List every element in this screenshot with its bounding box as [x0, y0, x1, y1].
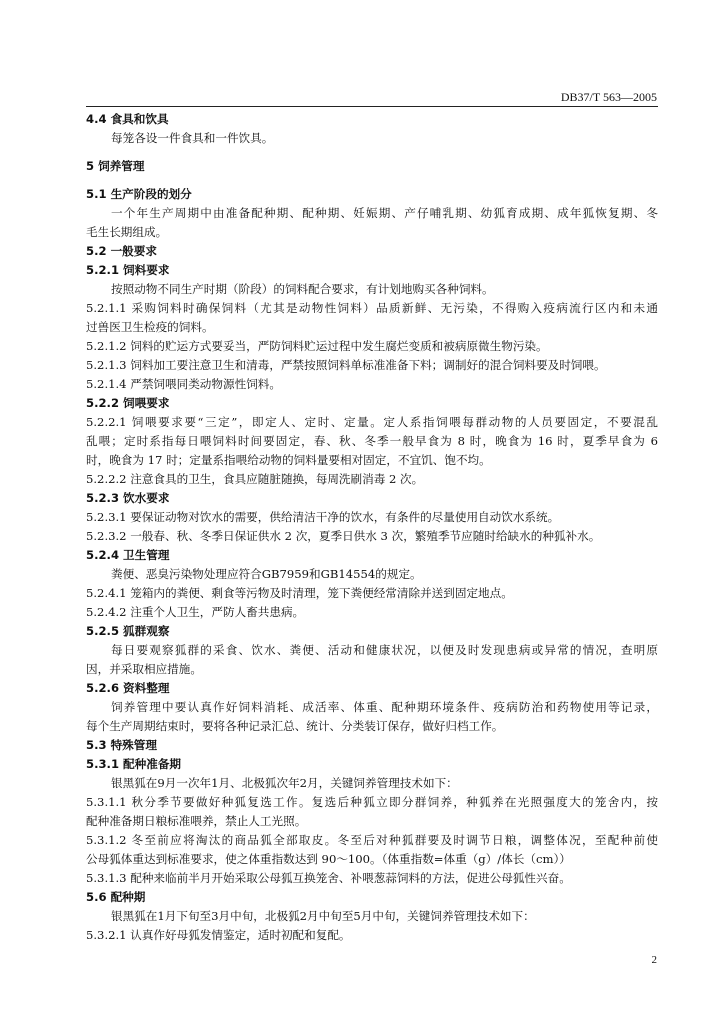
text-line: 每笼各设一件食具和一件饮具。 [111, 131, 274, 145]
text-line: 毛生长期组成。 [86, 225, 168, 239]
section-heading: 5 饲养管理 [86, 159, 145, 173]
text-line: 5.2.1.2 饲料的贮运方式要妥当，严防饲料贮运过程中发生腐烂变质和被病原微生物污染。 [86, 339, 548, 353]
document-code: DB37/T 563—2005 [560, 90, 657, 104]
text-line: 5.3.1.1 秋分季节要做好种狐复选工作。复选后种狐立即分群饲养，种狐养在光照强度大的笼舍内，按 [86, 795, 658, 809]
paragraph-gap [86, 148, 658, 157]
section-heading: 5.2.1 饲料要求 [86, 263, 170, 277]
section-heading: 5.2.3 饮水要求 [86, 491, 170, 505]
text-line: 因，并采取相应措施。 [86, 662, 202, 676]
text-line: 5.3.2.1 认真作好母狐发情鉴定，适时初配和复配。 [86, 928, 351, 942]
text-line: 5.3.1.3 配种来临前半月开始采取公母狐互换笼舍、补喂葱蒜饲料的方法，促进公母狐性兴奋。 [86, 871, 571, 885]
text-line: 银黑狐在9月一次年1月、北极狐次年2月，关键饲养管理技术如下： [111, 776, 458, 790]
text-line: 5.2.4.2 注重个人卫生，严防人畜共患病。 [86, 605, 305, 619]
page-number: 2 [651, 954, 657, 966]
text-line: 过兽医卫生检疫的饲料。 [86, 320, 214, 334]
text-line: 5.2.4.1 笼箱内的粪便、剩食等污物及时清理，笼下粪便经常清除并送到固定地点。 [86, 586, 513, 600]
section-heading: 5.2.2 饲喂要求 [86, 396, 170, 410]
text-line: 饲养管理中要认真作好饲料消耗、成活率、体重、配种期环境条件、疫病防治和药物使用等记录， [111, 700, 658, 714]
text-line: 5.2.3.2 一般春、秋、冬季日保证供水 2 次，夏季日供水 3 次，繁殖季节应随时给缺水的种狐补水。 [86, 529, 601, 543]
text-line: 5.2.1.3 饲料加工要注意卫生和清毒，严禁按照饲料单标准准备下料；调制好的混合饲料要及时饲喂。 [86, 358, 606, 372]
section-heading: 5.1 生产阶段的划分 [86, 187, 192, 201]
text-line: 配种准备期日粮标准喂养，禁止人工光照。 [86, 814, 307, 828]
document-body [86, 110, 658, 945]
section-heading: 5.6 配种期 [86, 890, 146, 904]
text-line: 5.2.2.2 注意食具的卫生，食具应随脏随换，每周洗刷消毒 2 次。 [86, 472, 424, 486]
text-line: 粪便、恶臭污染物处理应符合GB7959和GB14554的规定。 [111, 567, 422, 581]
text-line: 每个生产周期结束时，要将各种记录汇总、统计、分类装订保存，做好归档工作。 [86, 719, 504, 733]
text-line: 公母狐体重达到标准要求，使之体重指数达到 90～100。（体重指数=体重（g）/体长（cm）） [86, 852, 571, 866]
text-line: 5.2.1.1 采购饲料时确保饲料（尤其是动物性饲料）品质新鲜、无污染，不得购入疫病流行区内和未通 [86, 301, 658, 315]
text-line: 按照动物不同生产时期（阶段）的饲料配合要求，有计划地购买各种饲料。 [111, 282, 494, 296]
section-heading: 5.2.6 资料整理 [86, 681, 170, 695]
text-line: 5.2.3.1 要保证动物对饮水的需要，供给清洁干净的饮水，有条件的尽量使用自动饮水系统。 [86, 510, 560, 524]
section-heading: 5.2.4 卫生管理 [86, 548, 170, 562]
section-heading: 5.3 特殊管理 [86, 738, 157, 752]
text-line: 银黑狐在1月下旬至3月中旬，北极狐2月中旬至5月中旬，关键饲养管理技术如下： [111, 909, 535, 923]
text-line: 5.2.1.4 严禁饲喂同类动物源性饲料。 [86, 377, 281, 391]
text-line: 乱喂；定时系指每日喂饲料时间要固定，春、秋、冬季一般早食为 8 时，晚食为 16 时，夏季早食为 6 [86, 434, 658, 448]
section-heading: 5.2 一般要求 [86, 244, 157, 258]
text-line: 每日要观察狐群的采食、饮水、粪便、活动和健康状况，以便及时发现患病或异常的情况，查明原 [111, 643, 658, 657]
paragraph-gap [86, 176, 658, 185]
header-rule [86, 106, 658, 107]
section-heading: 5.3.1 配种准备期 [86, 757, 182, 771]
section-heading: 5.2.5 狐群观察 [86, 624, 170, 638]
text-line: 时，晚食为 17 时；定量系指喂给动物的饲料量要相对固定，不宜饥、饱不均。 [86, 453, 491, 467]
section-heading: 4.4 食具和饮具 [86, 112, 169, 126]
text-line: 5.3.1.2 冬至前应将淘汰的商品狐全部取皮。冬至后对种狐群要及时调节日粮，调整体况，至配种前使 [86, 833, 658, 847]
text-line: 5.2.2.1 饲喂要求要“三定”，即定人、定时、定量。定人系指饲喂每群动物的人员要固定，不要混乱 [86, 415, 658, 429]
text-line: 一个年生产周期中由准备配种期、配种期、妊娠期、产仔哺乳期、幼狐育成期、成年狐恢复期、冬 [111, 206, 658, 220]
